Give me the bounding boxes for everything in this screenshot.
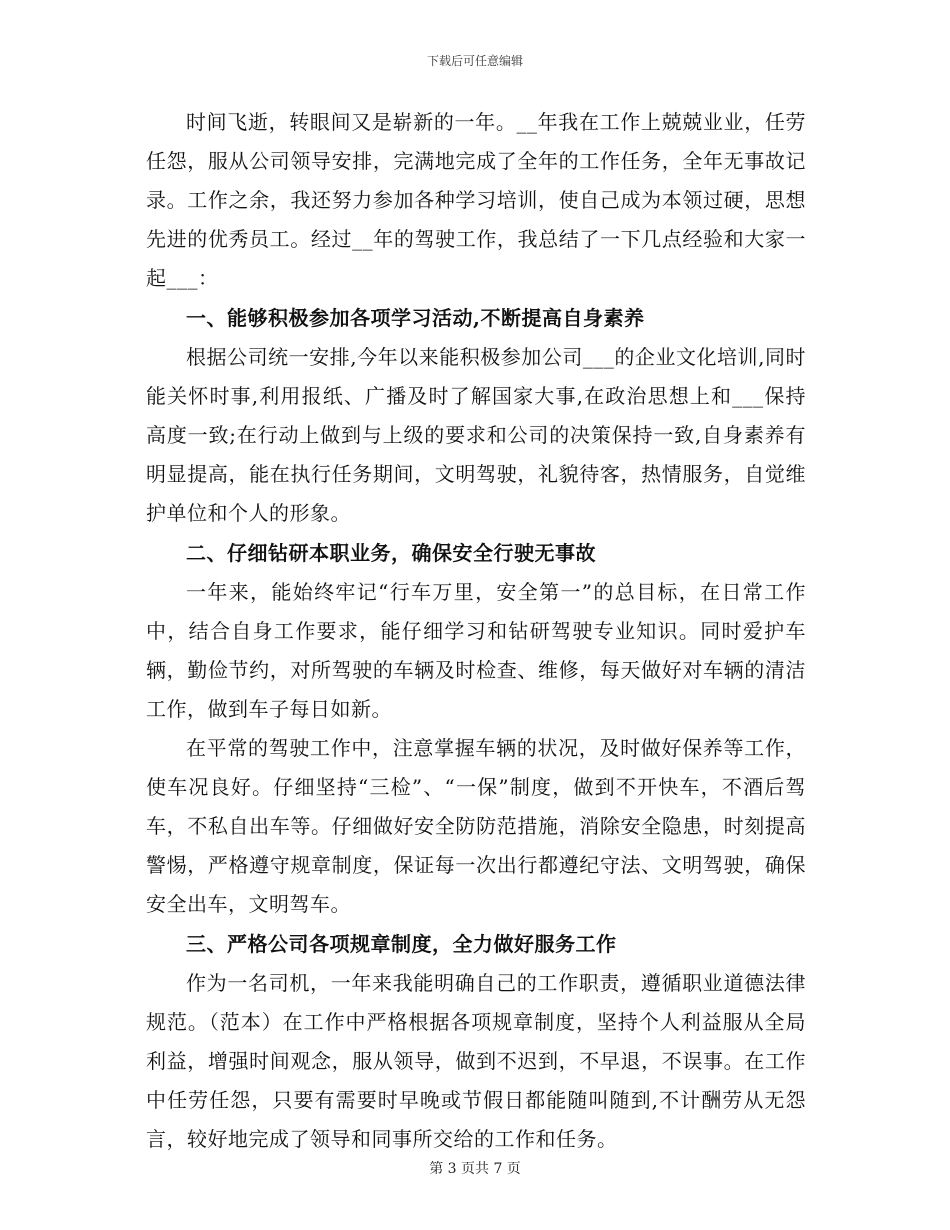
intro-paragraph: 时间飞逝，转眼间又是崭新的一年。__年我在工作上兢兢业业，任劳任怨，服从公司领导安排，完满地完成了全年的工作任务，全年无事故记录。工作之余，我还努力参加各种学习培训，使自己成为本领过硬，思想先进的优秀员工。经过__年的驾驶工作，我总结了一下几点经验和大家一起___： (146, 110, 806, 290)
section-2-heading: 二、仔细钻研本职业务，确保安全行驶无事故 (186, 541, 596, 565)
section-2-paragraph-1: 一年来，能始终牢记“行车万里，安全第一”的总目标，在日常工作中，结合自身工作要求，能仔细学习和钻研驾驶专业知识。同时爱护车辆，勤俭节约，对所驾驶的车辆及时检查、维修，每天做好对车辆的清洁工作，做到车子每日如新。 (146, 580, 806, 721)
section-3-paragraph: 作为一名司机，一年来我能明确自己的工作职责，遵循职业道德法律规范。（范本）在工作中严格根据各项规章制度，坚持个人利益服从全局利益，增强时间观念，服从领导，做到不迟到，不早退，不误事。在工作中任劳任怨，只要有需要时早晚或节假日都能随叫随到,不计酬劳从无怨言，较好地完成了领导和同事所交给的工作和任务。 (146, 971, 806, 1151)
section-1-paragraph: 根据公司统一安排,今年以来能积极参加公司___的企业文化培训,同时能关怀时事,利用报纸、广播及时了解国家大事,在政治思想上和___保持高度一致;在行动上做到与上级的要求和公司的决策保持一致,自身素养有明显提高，能在执行任务期间，文明驾驶，礼貌待客，热情服务，自觉维护单位和个人的形象。 (146, 345, 806, 525)
page-number: 第 3 页共 7 页 (429, 1161, 521, 1177)
document-body (146, 103, 806, 1159)
section-3-heading: 三、严格公司各项规章制度，全力做好服务工作 (186, 932, 617, 956)
section-1-heading: 一、能够积极参加各项学习活动,不断提高自身素养 (186, 306, 645, 330)
section-2-paragraph-2: 在平常的驾驶工作中，注意掌握车辆的状况，及时做好保养等工作，使车况良好。仔细坚持“三检”、“一保”制度，做到不开快车，不酒后驾车，不私自出车等。仔细做好安全防防范措施，消除安全隐患，时刻提高警惕，严格遵守规章制度，保证每一次出行都遵纪守法、文明驾驶，确保安全出车，文明驾车。 (146, 736, 806, 916)
page-header: 下载后可任意编辑 (426, 54, 523, 68)
